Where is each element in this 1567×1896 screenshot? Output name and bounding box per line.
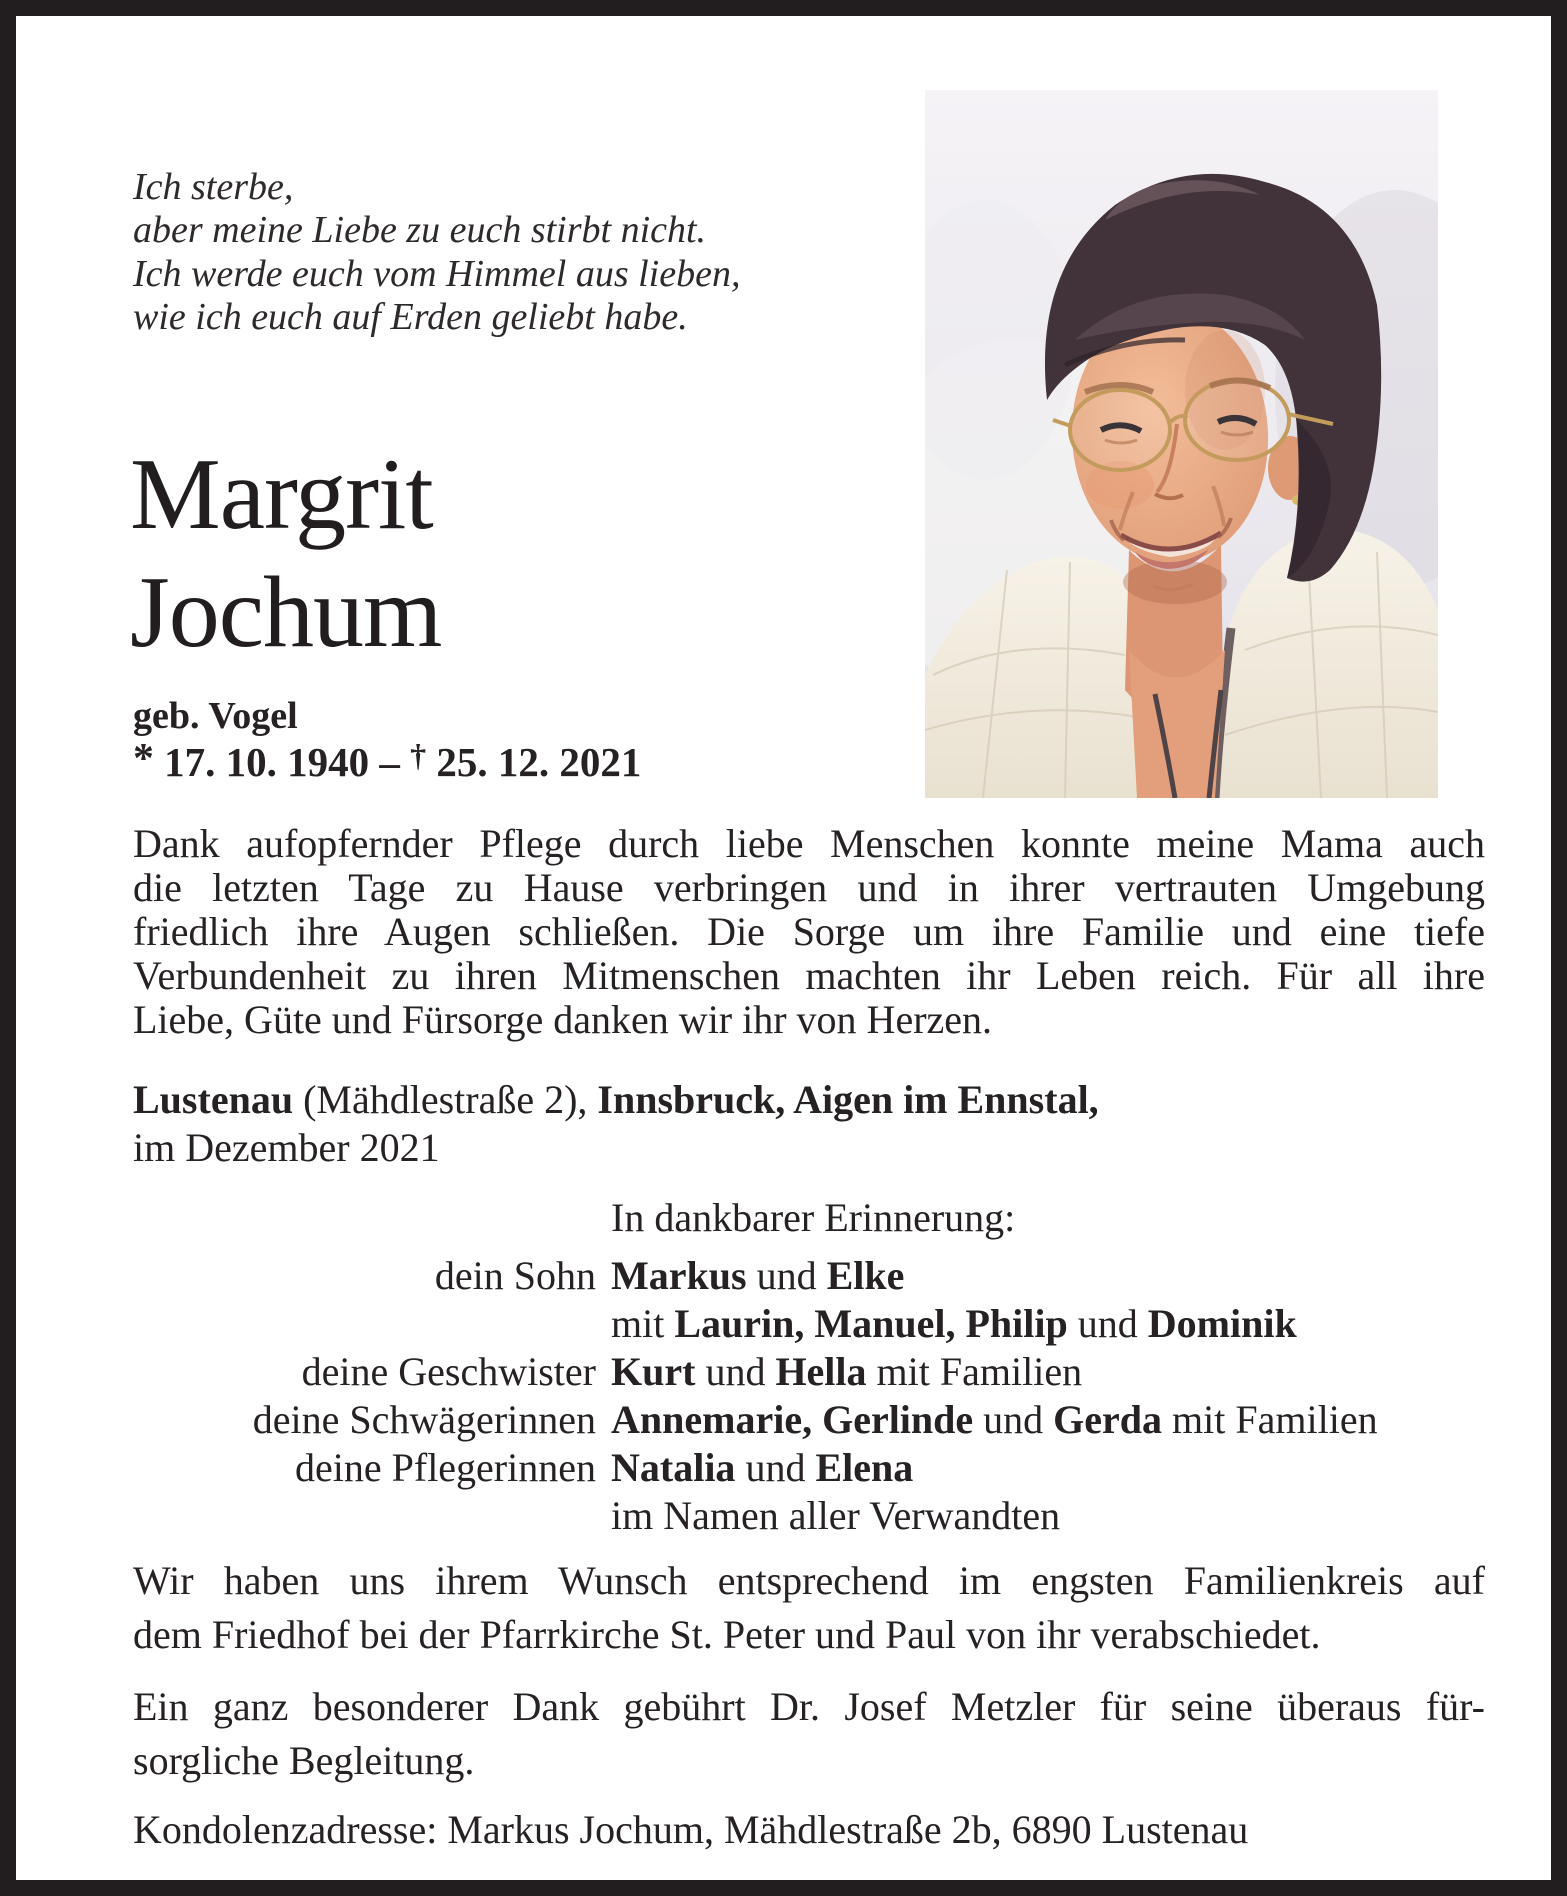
- family-row: [133, 1300, 1498, 1348]
- thanks-paragraph: [133, 1680, 1485, 1787]
- family-row: [133, 1348, 1498, 1396]
- obituary-paragraph: [133, 822, 1485, 1042]
- family-relation-label: dein Sohn: [434, 1253, 596, 1298]
- poem-line: wie ich euch auf Erden geliebt habe.: [133, 295, 688, 338]
- birth-symbol: *: [133, 735, 154, 782]
- family-row: [133, 1444, 1498, 1492]
- portrait-photo: [925, 90, 1438, 798]
- birth-date: 17. 10. 1940: [164, 739, 370, 785]
- maiden-name: geb. Vogel: [133, 695, 298, 737]
- place-name: Lustenau: [133, 1077, 294, 1122]
- family-names: Natalia und Elena: [611, 1445, 914, 1490]
- life-dates: [133, 735, 642, 787]
- location-block: [133, 1076, 1099, 1172]
- location-line: [133, 1076, 1099, 1124]
- condolence-line: Kondolenzadresse: Markus Jochum, Mähdlestraße 2b, 6890 Lustenau: [133, 1807, 1249, 1852]
- family-names: Annemarie, Gerlinde und Gerda mit Familien: [611, 1397, 1378, 1442]
- family-names: Markus und Elke: [611, 1253, 905, 1298]
- poem-line: Ich sterbe,: [133, 166, 294, 208]
- last-name: Jochum: [130, 556, 442, 670]
- first-name: Margrit: [130, 438, 433, 551]
- family-relation-label: [133, 1492, 596, 1540]
- poem-line: aber meine Liebe zu euch stirbt nicht.: [133, 209, 707, 252]
- deceased-name: [130, 436, 441, 673]
- farewell-line: Wir haben uns ihrem Wunsch entsprechend im engsten Familienkreis auf: [133, 1558, 1485, 1603]
- family-row: [133, 1492, 1498, 1540]
- death-symbol: †: [410, 738, 427, 774]
- poem-line: Ich werde euch vom Himmel aus lieben,: [133, 252, 741, 295]
- obituary-line: friedlich ihre Augen schließen. Die Sorge um ihre Familie und eine tiefe: [133, 909, 1485, 954]
- obituary-line: die letzten Tage zu Hause verbringen und in ihrer vertrauten Umgebung: [133, 865, 1485, 910]
- poem-block: [133, 166, 740, 339]
- remembrance-block: [133, 1194, 1498, 1540]
- family-row: [133, 1252, 1498, 1300]
- obituary-line: Dank aufopfernder Pflege durch liebe Menschen konnte meine Mama auch: [133, 821, 1485, 866]
- obituary-line: Liebe, Güte und Fürsorge danken wir ihr von Herzen.: [133, 997, 993, 1042]
- thanks-line: sorgliche Begleitung.: [133, 1737, 475, 1783]
- family-names: Kurt und Hella mit Familien: [611, 1349, 1083, 1394]
- date-line: im Dezember 2021: [133, 1125, 440, 1170]
- family-relation-label: deine Schwägerinnen: [252, 1397, 596, 1442]
- death-date: 25. 12. 2021: [436, 739, 642, 785]
- date-separator: –: [379, 739, 400, 785]
- farewell-paragraph: [133, 1554, 1485, 1661]
- farewell-line: dem Friedhof bei der Pfarrkirche St. Peter und Paul von ihr verabschiedet.: [133, 1611, 1321, 1657]
- family-row: [133, 1396, 1498, 1444]
- family-relation-label: deine Pflegerinnen: [295, 1445, 596, 1490]
- obituary-line: Verbundenheit zu ihren Mitmenschen machten ihr Leben reich. Für all ihre: [133, 953, 1485, 998]
- remembrance-heading: In dankbarer Erinnerung:: [611, 1195, 1016, 1240]
- family-names: im Namen aller Verwandten: [611, 1493, 1061, 1538]
- family-relation-label: [133, 1300, 596, 1348]
- street: (Mähdlestraße 2),: [293, 1077, 598, 1122]
- thanks-line: Ein ganz besonderer Dank gebührt Dr. Josef Metzler für seine überaus für-: [133, 1684, 1485, 1729]
- family-names: mit Laurin, Manuel, Philip und Dominik: [611, 1301, 1297, 1346]
- family-relation-label: deine Geschwister: [301, 1349, 596, 1394]
- place-names: Innsbruck, Aigen im Ennstal,: [597, 1077, 1099, 1122]
